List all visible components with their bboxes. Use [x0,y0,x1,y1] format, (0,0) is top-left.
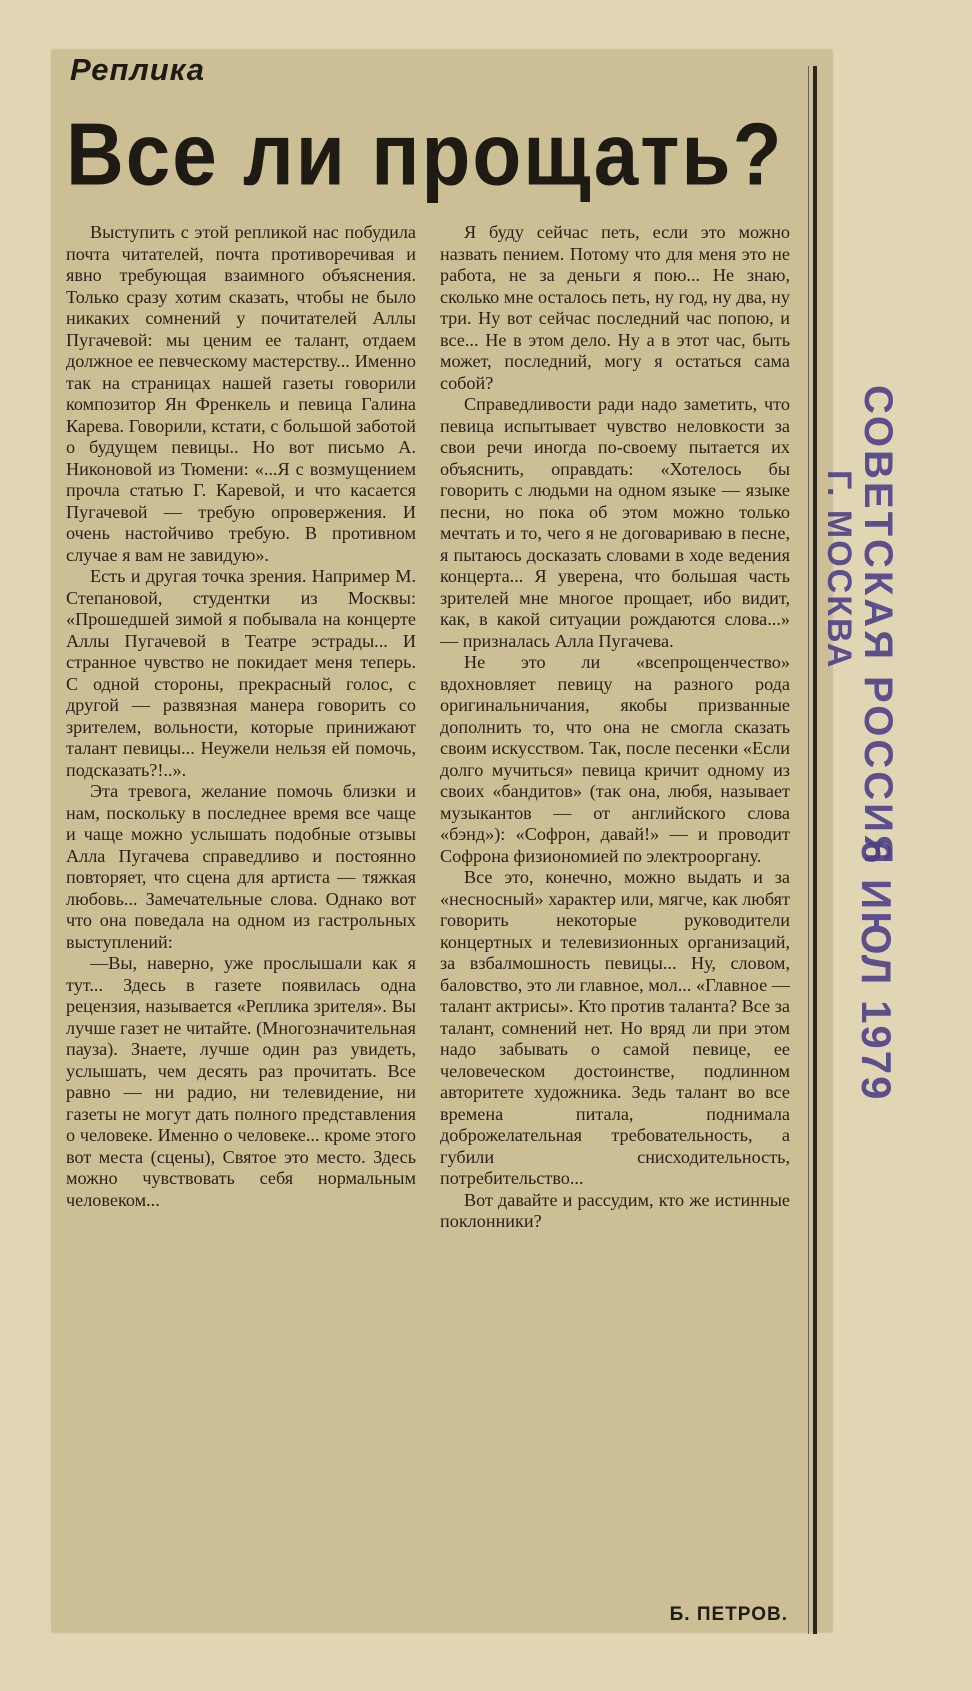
article-headline: Все ли прощать? [66,105,784,204]
article-right-column [440,222,790,1602]
column-divider [813,66,817,1634]
date-stamp: 6 ИЮЛ 1979 [853,840,900,1102]
article-rubric: Реплика [70,52,205,87]
paragraph: Эта тревога, желание помочь близки и нам, поскольку в последнее время все чаще и чаще можно услышать подобные отзывы Алла Пугачева справедливо и постоянно повторяет, что сцена для артиста — тяжкая любовь... Замечательные слова. Однако вот что она поведала на одном из гастрольных выступлений: [66,781,416,952]
paragraph: Я буду сейчас петь, если это можно назвать пением. Потому что для меня это не работа, не за деньги я пою... Не знаю, сколько мне осталось петь, ну год, ну два, ну три. Ну вот сейчас последний час попою, и все... Не в этом дело. Ну а в этот час, быть может, последний, могу я остаться сама собой? [440,222,790,393]
article-left-column [66,222,416,1632]
paragraph: —Вы, наверно, уже прослышали как я тут... Здесь в газете появилась одна рецензия, называется «Реплика зрителя». Вы лучше газет не читайте. (Многозначительная пауза). Знаете, лучше один раз увидеть, услышать, чем десять раз прочитать. Все равно — ни радио, ни телевидение, ни газеты не могут дать полного представления о человеке. Именно о человеке... кроме этого вот места (сцены), Святое это место. Здесь можно чувствовать себя нормальным человеком... [66,953,416,1210]
paragraph: Не это ли «всепрощенчество» вдохновляет певицу на разного рода оригинальничания, якобы призванные дополнить то, что она не смогла сказать своим искусством. Так, после песенки «Если долго мучиться» певица кричит одному из своих «бандитов» (так она, любя, называет музыкантов — от английского слова «бэнд»): «Софрон, давай!» — и проводит Софрона физиономией по электрооргану. [440,652,790,866]
newspaper-name-stamp: СОВЕТСКАЯ РОССИЯ [856,385,900,867]
author-signature: Б. ПЕТРОВ. [669,1604,788,1625]
column-divider-thin [808,66,809,1634]
paragraph: Есть и другая точка зрения. Например М. Степановой, студентки из Москвы: «Прошедшей зимой я побывала на концерте Аллы Пугачевой в Театре эстрады... И странное чувство не покидает меня теперь. С одной стороны, прекрасный голос, с другой — развязная манера говорить со зрителем, вольности, которые принижают талант певицы... Неужели нельзя ей помочь, подсказать?!..». [66,566,416,780]
paragraph: Вот давайте и рассудим, кто же истинные поклонники? [440,1189,790,1231]
paragraph: Справедливости ради надо заметить, что певица испытывает чувство неловкости за свои речи иногда по-своему пытается их объяснить, оправдать: «Хотелось бы говорить с людьми на одном языке — языке песни, но пока об этом можно только мечтать и то, чего я не договариваю в песне, я пытаюсь досказать словами в ходе ведения концерта... Я уверена, что большая часть зрителей мне многое прощает, ибо видит, как, в какой ситуации рождаются слова...» — призналась Алла Пугачева. [440,394,790,651]
paragraph: Все это, конечно, можно выдать и за «несносный» характер или, мягче, как любят говорить некоторые руководители концертных и телевизионных организаций, за взбалмошность певицы... Ну, словом, баловство, это ли главное, мол... «Главное — талант актрисы». Кто против таланта? Все за талант, сомнений нет. Но вряд ли при этом надо забывать о самой певице, ее человеческом достоинстве, подлинном авторитете художника. Зедь талант во все времена питала, поднимала доброжелательная требовательность, а губили снисходительность, потребительство... [440,867,790,1188]
city-stamp: Г. МОСКВА [820,470,858,670]
paragraph: Выступить с этой репликой нас побудила почта читателей, почта противоречивая и явно требующая взаимного объяснения. Только сразу хотим сказать, чтобы не было никаких сомнений у почитателей Аллы Пугачевой: мы ценим ее талант, отдаем должное ее певческому мастерству... Именно так на страницах нашей газеты говорили композитор Ян Френкель и певица Галина Карева. Говорили, кстати, с большой заботой о будущем певицы.. Но вот письмо А. Никоновой из Тюмени: «...Я с возмущением прочла статью Г. Каревой, и что касается Пугачевой — требую опровержения. И очень настойчиво требую. В противном случае я вам не завидую». [66,222,416,565]
